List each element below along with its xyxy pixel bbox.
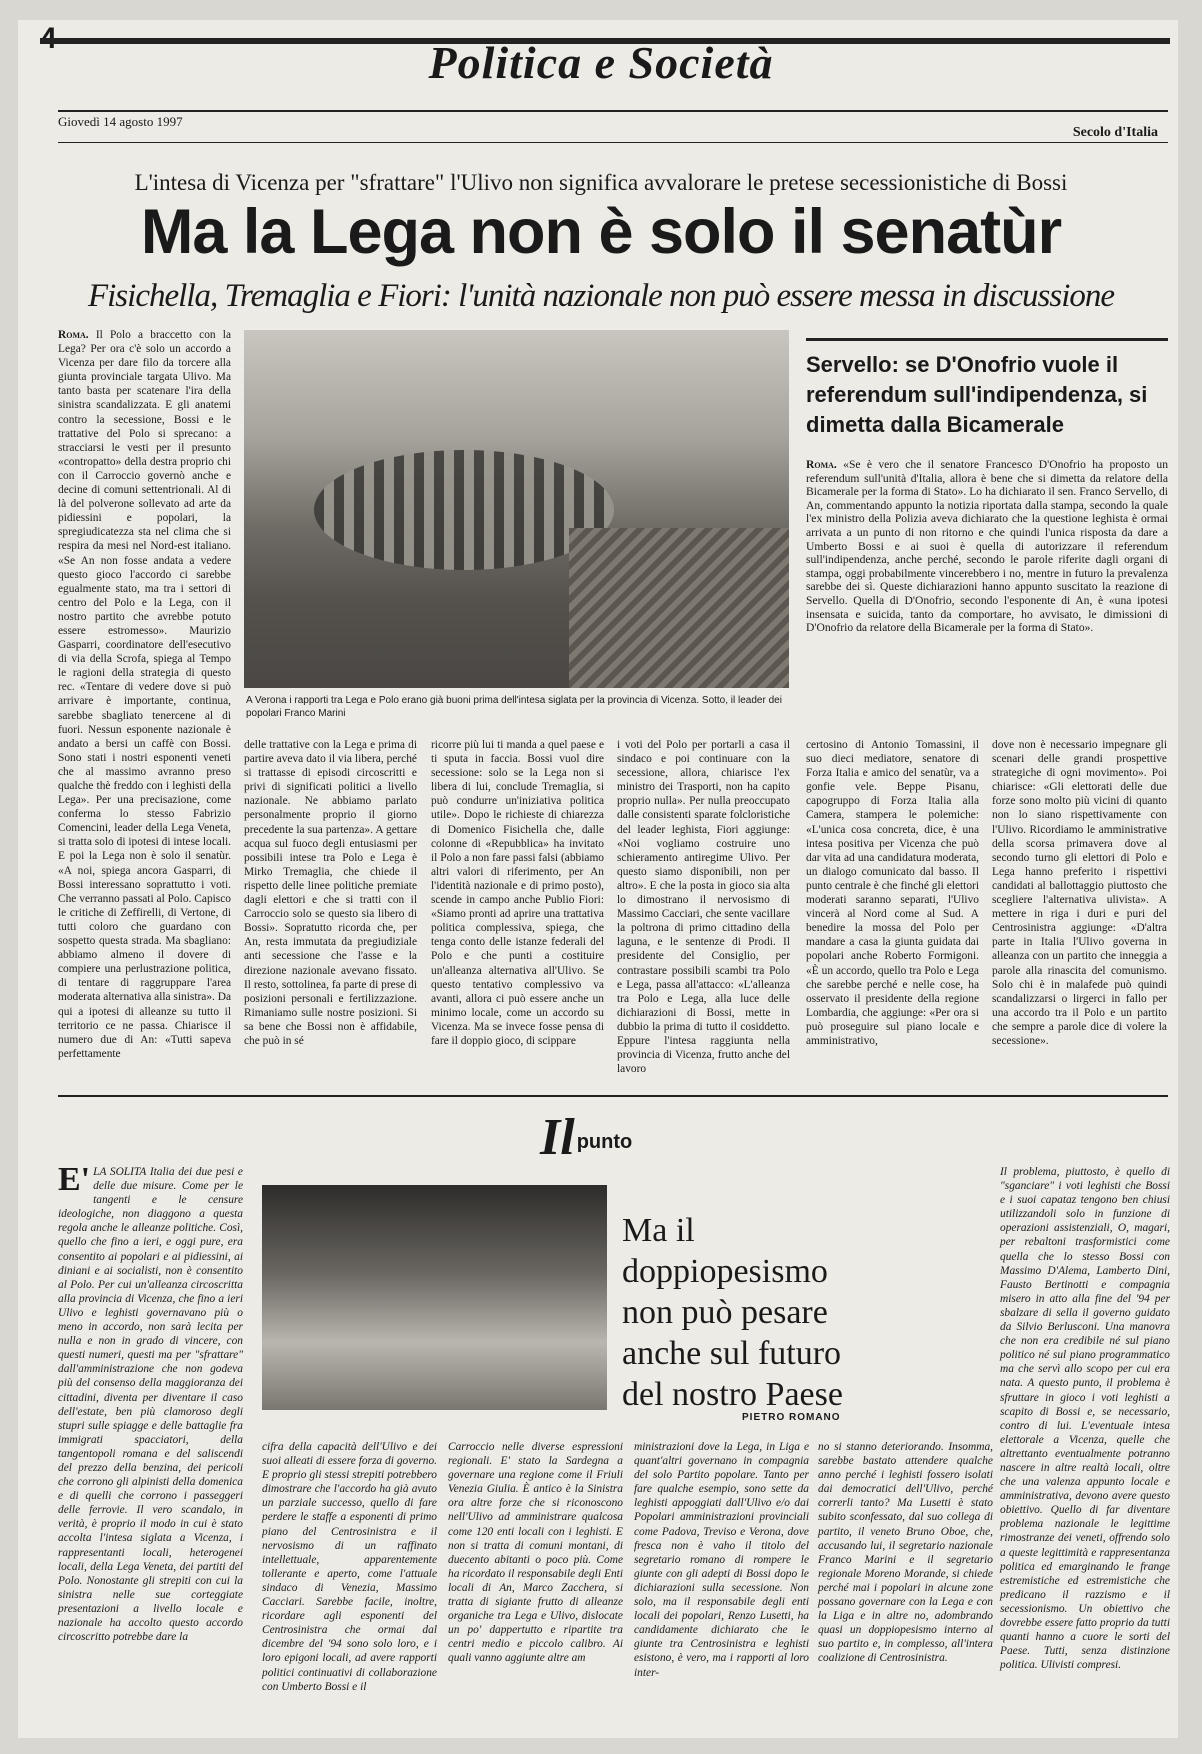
- article-column-5: certosino di Antonio Tomassini, il suo dieci mediatore, senatore di Forza Italia e amico del senatùr, va a gonfie vele. Beppe Pisanu, capogruppo di Forza Italia alla Camera, stampera le polemiche: «L'unica cosa concreta, dice, è una intesa positiva per Vicenza che può dar vita ad una candidatura moderata, un dialogo comunicato dal basso. Il punto centrale è che finché gli elettori moderati saranno separati, l'Ulivo vincerà al Nord come al Sud. A benedire la mossa del Polo per mandare a casa la giunta guidata dai popolari anche Roberto Formigoni. «È un accordo, quello tra Polo e Lega che sarebbe perché e nelle cose, ha osservato il presidente della regione Lombardia, che aggiunge: «Per ora si può proseguire sul piano locale e amministrativo,: [806, 739, 979, 1047]
- punto-column-1: [58, 1161, 243, 1644]
- article-subhead: Fisichella, Tremaglia e Fiori: l'unità nazionale non può essere messa in discussione: [87, 278, 1115, 314]
- dateline: Roma.: [58, 329, 89, 341]
- sidebar-body: [806, 458, 1168, 676]
- punto-label-text: punto: [576, 1131, 633, 1153]
- verona-arena-photo: [244, 330, 789, 688]
- marini-photo: [262, 1185, 607, 1410]
- punto-label: [540, 1108, 632, 1167]
- punto-column-1-text: LA SOLITA Italia dei due pesi e delle due misure. Come per le tangenti e le censure ideologiche, non diaggono a questa regola anche le alleanze politiche. Così, quello che fino a ieri, e oggi pure, era consentito ai popolari e ai pidiessini, ai diniani e ai socialisti, non è consentito al Polo. Per cui un'alleanza circoscritta alla provincia di Vicenza, che fino a ieri Ulivo e leghisti governavano più o meno in accordo, non sarà lecita per nulla e non in grado di vincere, con questi numeri, questi ma per "sfrattare" dall'amministrazione che non godeva più del consenso della maggioranza dei cittadini, diventa per diventare il caso dell'estate, ben più clamoroso degli stupri sulle spiagge e delle battaglie fra immigrati spacciatori, della tangentopoli romana e del saliscendi del prezzo della benzina, dei pericoli che corrono gli alpinisti della domenica e di quelli che corrono i passeggeri delle ferrovie. Il vero scandalo, in verità, è proprio il modo in cui è stato accolta l'intesa siglata a Vicenza, i rappresentanti locali, heterogenei locali, della Lega Veneta, dei partiti del Polo. Nonostante gli strepiti con cui la sinistra nelle sue corteggiate presentazioni a livello locale e nazionale ha accolto questo accordo circoscritto potrebbe dare la: [58, 1166, 243, 1644]
- punto-column-5: no si stanno deteriorando. Insomma, sarebbe bastato attendere qualche anno perché i leghisti fossero isolati dai democratici dell'Ulivo, perché correrli tanto? Ma Lusetti è stato subito sconfessato, dal suo collega di partito, il veneto Bruno Oboe, che, accusando lui, il segretario nazionale Franco Marini e il segretario regionale Moreno Morande, si chiede perché mai i popolari in alcune zone possano governare con la Lega e con la Liga e in altre no, adombrando quasi un doppiopesismo interno al suo partito e, in complesso, all'intera coalizione di Centrosinistra.: [818, 1441, 993, 1665]
- punto-pullquote: Ma il doppiopesismo non può pesare anche sul futuro del nostro Paese: [622, 1212, 843, 1413]
- sidebar-headline: Servello: se D'Onofrio vuole il referendum sull'indipendenza, si dimetta dalla Bicamerale: [806, 352, 1148, 437]
- sidebar-dateline: Roma.: [806, 458, 837, 471]
- article-headline: Ma la Lega non è solo il senatùr: [140, 197, 1062, 267]
- punto-column-6: Il problema, piuttosto, è quello di "sganciare" i voti leghisti che Bossi e i suoi capataz tengono ben chiusi utilizzandoli solo in funzione di operazioni assistenziali, O, magari, per rebaltoni trasformistici come quella che lo stesso Bossi con Massimo D'Alema, Lamberto Dini, Fausto Bertinotti e compagnia misero in atto alla fine del '94 per sbalzare di sella il governo guidato da Silvio Berlusconi. Una manovra che non era credibile né sul piano politico né sul piano programmatico ma che servì allo scopo per cui era nata. A questo punto, il problema è sfruttare in gioco i voti leghisti a scapito di Bossi e, se necessario, contro di lui. L'eventuale intesa elettorale a Vicenza, quelle che altrettanto eventualmente potranno nascere in altre realtà locali, oltre che una valenza appunto locale e amministrativa, devono avere questo obiettivo. Quello di far diventare problema nazionale le legittime rimostranze dei veneti, offrendo solo a queste legittimità e rappresentanza politica ed emarginando le frange estremistiche ed estremistiche che predicano il razzismo e il secessionismo. Un obiettivo che dovrebbe essere fatto proprio da tutti quanti hanno a cuore le sorti del Paese. Tutti, senza distinzione politica. Ulivisti compresi.: [1000, 1166, 1170, 1672]
- punto-column-2: cifra della capacità dell'Ulivo e dei suoi alleati di essere forza di governo. E proprio gli stessi strepiti potrebbero dimostrare che l'accordo ha già avuto un parziale successo, quello di fare perdere le staffe a esponenti di primo piano del Centrosinistra e il nervosismo di un raffinato intellettuale, apparentemente tollerante e aperto, come l'attuale sindaco di Venezia, Massimo Cacciari. Sarebbe facile, inoltre, ricordare agli esponenti del Centrosinistra che ormai dal dicembre del '94 sono solo loro, e i loro epigoni locali, ad avere rapporti politici continuativi di collaborazione con Umberto Bossi e il: [262, 1441, 437, 1693]
- punto-logo: Il: [540, 1109, 575, 1166]
- punto-author: PIETRO ROMANO: [742, 1412, 841, 1423]
- article-column-2: delle trattative con la Lega e prima di partire aveva dato il via libera, perché si trattasse di episodi circoscritti e privi di significati politici a livello nazionale. Ne abbiamo parlato personalmente proprio il giorno precedente la sua partenza». A gettare acqua sul fuoco degli entusiasmi per possibili intese tra Polo e Lega è Mirko Tremaglia, che chiede il rispetto delle linee politiche premiate dagli elettori e che si tratti con il Carroccio solo se questo sia libero di Bossi». Sopratutto ricorda che, per An, resta immutata da pregiudiziale anti secessione che l'asse e la direzione nazionale avevano fissato. Il resto, sottolinea, fa parte di prese di posizioni personali e fertilizzazione. Rimaniamo sulle nostre posizioni. Si sa bene che Bossi non è affidabile, che può in sé: [244, 739, 417, 1047]
- masthead-rule: [58, 142, 1168, 143]
- dropcap: E': [58, 1161, 91, 1198]
- roof-shape: [569, 528, 789, 688]
- article-column-6: dove non è necessario impegnare gli scenari delle grandi prospettive strategiche di ogni movimento». Poi chiarisce: «Gli elettorati delle due forze sono molto più vicini di quanto non lo siano rispettivamente con l'Ulivo. Ricordiamo le amministrative della scorsa primavera dove al secondo turno gli elettori di Polo e Lega hanno preferito i rispettivi candidati al ballottaggio piuttosto che scegliere l'alternativa ulivista». A mettere in riga i duri e puri del Centrosinistra aggiunge: «D'altra parte in Italia l'Ulivo governa in alleanza con un partito che inneggia a parole alla rinascita del comunismo. Solo chi è in malafede può quindi scandalizzarsi o lirgerci in fallo per una accordo tra il Polo e un partito che sempre a parole dice di volere la secessione».: [992, 739, 1167, 1047]
- article-column-3: ricorre più lui ti manda a quel paese e ti sputa in faccia. Bossi vuol dire secessione: solo se la Lega non si libera di lui, conclude Tremaglia, si può condurre un'iniziativa politica utile». Dopo le richieste di chiarezza di Domenico Fisichella che, dalle colonne di «Repubblica» ha invitato il Polo a non fare passi falsi (abbiamo altri valori di riferimento, per An l'identità nazionale e di primo posto), scende in campo anche Publio Fiori: «Siamo pronti ad aprire una trattativa politica complessiva, spiega, che tenga conto delle istanze federali del Polo e che punti a costituire un'alleanza alternativa all'Ulivo. Se questo tentativo complessivo va avanti, allora ci può essere anche un minimo locale, come un accordo su Vicenza. Ma se invece fosse pensa di fare il doppio gioco, di scippare: [431, 739, 604, 1047]
- issue-date: Giovedì 14 agosto 1997: [58, 114, 183, 129]
- photo-caption: A Verona i rapporti tra Lega e Polo erano già buoni prima dell'intesa siglata per la provincia di Vicenza. Sotto, il leader dei popolari Franco Marini: [246, 695, 782, 719]
- sidebar-rule: [806, 338, 1168, 341]
- punto-rule: [58, 1095, 1168, 1097]
- article-column-1-text: Il Polo a braccetto con la Lega? Per ora c'è solo un accordo a Vicenza per dare filo da torcere alla giunta provinciale targata Ulivo. Ma tanto basta per scatenare l'ira della sinistra scandalizzata. E gli anatemi contro la secessione, Bossi e le trattative del Polo si sprecano: a stracciarsi le vesti per il presunto «contropatto» della destra proprio chi con il Carroccio governò anche e decine di comuni settentrionali. Al di là del polverone sollevato ad arte da pidiessini e popolari, la spregiudicatezza sta nel clima che si respira da mesi nel Nord-est italiano. «Se An non fosse andata a vedere questo gioco l'accordo ci sarebbe egualmente stato, ma tra i settori di centro del Polo e la Lega, con il nostro partito che avrebbe potuto essere estromesso». Maurizio Gasparri, coordinatore dell'esecutivo di via della Scrofa, spiega al Tempo le ragioni della strategia di questo rec. «Tentare di vedere dove si può arrivare è importante, continua, sarebbe sbagliato tenercene al di fuori. Nessun esponente nazionale è andato a bersi un caffè con Bossi. Sono stati i nostri esponenti veneti che al massimo avranno preso qualche thè freddo con i leghisti della Lega». Per una precisazione, come conferma lo stesso Fabrizio Comencini, leader della Lega Veneta, si tratta solo di ipotesi di intese locali. E poi la Lega non è solo il senatùr. «A noi, spiega ancora Gasparri, di Bossi interessano soprattutto i voti. Che verranno passati al Polo. Capisco le critiche di Zeffirelli, di Vertone, di tutti coloro che guardano con sospetto questa strada. Ma sbagliano: abbiamo almeno il dovere di compiere una perlustrazione politica, di tentare di raggruppare l'area moderata alternativa alla sinistra». Da qui a ipotesi di alleanze su tutto il territorio ce ne passa. Chiarisce il numero due di An: «Tutti sapeva perfettamente: [58, 329, 232, 1060]
- article-kicker: L'intesa di Vicenza per "sfrattare" l'Ulivo non significa avvalorare le pretese secessionistiche di Bossi: [134, 170, 1068, 195]
- punto-column-3: Carroccio nelle diverse espressioni regionali. E' stato la Sardegna a governare una regione come il Friuli Venezia Giulia. È antico è la Sinistra ora altre forze che si riconoscono nell'Ulivo ad amministrare qualcosa come 120 enti locali con i leghisti. E non si tratta di comuni montani, di duecento abitanti o poco più. Come ha ricordato il responsabile degli Enti locali di An, Marco Zacchera, si tratta di sigiante frutto di alleanze organiche tra Lega e Ulivo, dislocate un po' dappertutto e ripartite tra centri medio e piccolo calibro. Ai quali vanno aggiunte altre am: [448, 1441, 623, 1665]
- date-rule: [58, 110, 1168, 112]
- article-column-4: i voti del Polo per portarli a casa il sindaco e poi continuare con la secessione, allora, chiarisce l'ex ministro dei Trasporti, non ha capito proprio nulla». Per nulla preoccupato dalle consistenti sparate folcloristiche del leader leghista, Fiori aggiunge: «Noi vogliamo costruire uno schieramento antiregime Ulivo. Per questo siamo disponibili, non per altro». E che la posta in gioco sia alta lo dimostrano il nervosismo di Massimo Cacciari, che sente vacillare la poltrona di primo cittadino della laguna, e le sentenze di Prodi. Il presidente del Consiglio, per contrastare possibili scambi tra Polo e Lega, passa all'attacco: «L'alleanza tra Polo e Lega, alla luce delle dichiarazioni di Bossi, mette in dubbio la prima di tutto il cosiddetto. Eppure l'intesa raggiunta nella provincia di Vicenza, frutto anche del lavoro: [617, 739, 790, 1076]
- sidebar-text: «Se è vero che il senatore Francesco D'Onofrio ha proposto un referendum sull'unità d'Italia, allora è bene che si dimetta da relatore della Bicamerale per la forma di Stato». Lo ha dichiarato il sen. Franco Servello, di An, commentando appunto la notizia riportata dalla stampa, secondo la quale l'ex ministro della Polizia aveva dichiarato che la questione leghista è ormai arrivata a un punto di non ritorno e che quindi l'unica risposta da dare a Umberto Bossi e ai suoi è quella di autorizzare il referendum sull'indipendenza, anche perché, secondo le parole riferite dagli organi di stampa, oggi probabilmente vincerebbero i no, mentre in futuro la prevalenza sarebbe dei sì. Queste dichiarazioni hanno appunto suscitato la reazione di Servello. Quella di D'Onofrio, secondo l'esponente di An, è «una ipotesi insensata e suicida, tanto da comportare, ho avvisato, le dimissioni di D'Onofrio da relatore della Bicamerale per la forma di Stato».: [806, 458, 1168, 635]
- masthead: Secolo d'Italia: [1072, 125, 1158, 140]
- punto-column-4: ministrazioni dove la Lega, in Liga e quant'altri governano in compagnia del solo Partito popolare. Tanto per fare qualche esempio, sono sette da leghisti appoggiati dall'Ulivo e/o dai Popolari amministrazioni provinciali come Padova, Treviso e Verona, dove fresca non è vaho il titolo del segretario romano di rompere le giunte con gli adepti di Bossi dopo le dichiarazioni sulla secessione. Non solo, ma il responsabile degli enti locali dei popolari, Renzo Lusetti, ha candidamente dichiarato che le giunte tra Centrosinistra e leghisti esistono, è vero, ma i rapporti al loro inter-: [634, 1441, 809, 1679]
- section-title: Politica e Società: [428, 37, 774, 88]
